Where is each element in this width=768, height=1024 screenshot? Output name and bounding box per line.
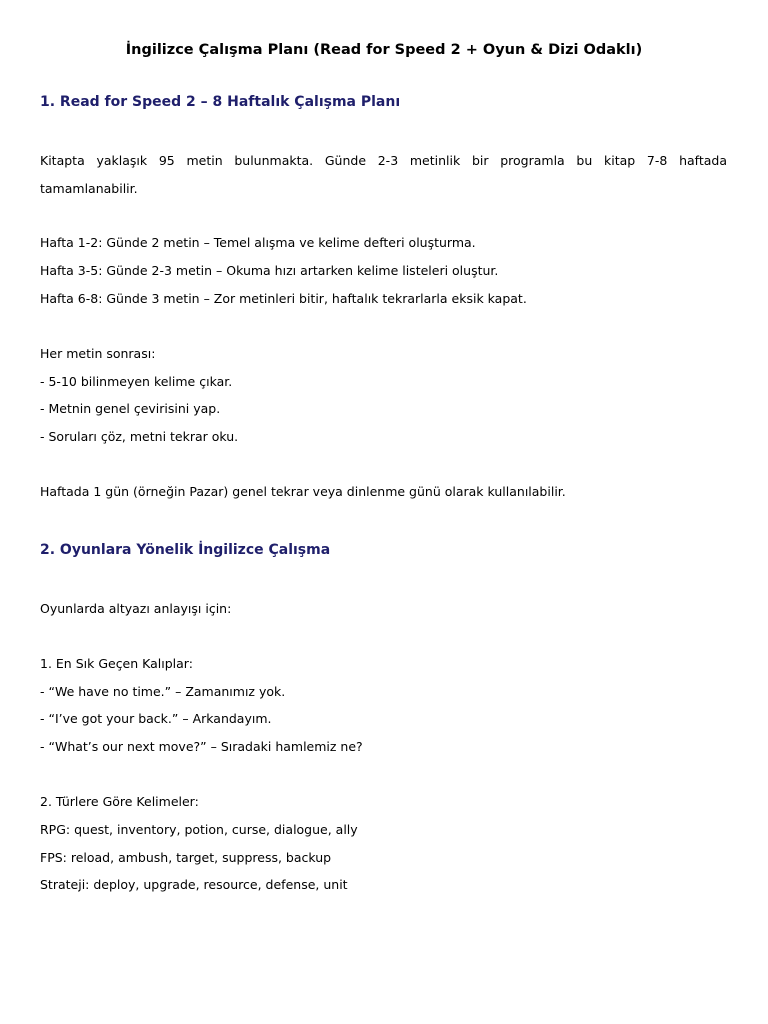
genre-strategy: Strateji: deploy, upgrade, resource, defense, unit (40, 877, 348, 892)
genre-fps: FPS: reload, ambush, target, suppress, backup (40, 850, 332, 865)
patterns-label: 1. En Sık Geçen Kalıplar: (40, 656, 193, 671)
rest-day-note: Haftada 1 gün (örneğin Pazar) genel tekrar veya dinlenme günü olarak kullanılabilir. (40, 484, 566, 499)
section-2-heading: 2. Oyunlara Yönelik İngilizce Çalışma (40, 542, 331, 558)
after-each-item-2: - Metnin genel çevirisini yap. (40, 401, 221, 416)
genres-label: 2. Türlere Göre Kelimeler: (40, 794, 199, 809)
pattern-item-2: - “I’ve got your back.” – Arkandayım. (40, 711, 272, 726)
genre-rpg: RPG: quest, inventory, potion, curse, dialogue, ally (40, 822, 358, 837)
document-title: İngilizce Çalışma Planı (Read for Speed 2 + Oyun & Dizi Odaklı) (125, 42, 643, 58)
week-plan-3: Hafta 6-8: Günde 3 metin – Zor metinleri bitir, haftalık tekrarlarla eksik kapat. (40, 291, 527, 306)
section-2-intro: Oyunlarda altyazı anlayışı için: (40, 601, 232, 616)
pattern-item-3: - “What’s our next move?” – Sıradaki hamlemiz ne? (40, 739, 363, 754)
after-each-item-1: - 5-10 bilinmeyen kelime çıkar. (40, 374, 233, 389)
week-plan-1: Hafta 1-2: Günde 2 metin – Temel alışma ve kelime defteri oluşturma. (40, 235, 476, 250)
section-1-intro: Kitapta yaklaşık 95 metin bulunmakta. Günde 2-3 metinlik bir programla bu kitap 7-8 haftada tamamlanabilir. (40, 153, 727, 196)
after-each-item-3: - Soruları çöz, metni tekrar oku. (40, 429, 239, 444)
pattern-item-1: - “We have no time.” – Zamanımız yok. (40, 684, 286, 699)
section-1-heading: 1. Read for Speed 2 – 8 Haftalık Çalışma Planı (40, 94, 401, 110)
after-each-label: Her metin sonrası: (40, 346, 156, 361)
week-plan-2: Hafta 3-5: Günde 2-3 metin – Okuma hızı artarken kelime listeleri oluştur. (40, 263, 499, 278)
